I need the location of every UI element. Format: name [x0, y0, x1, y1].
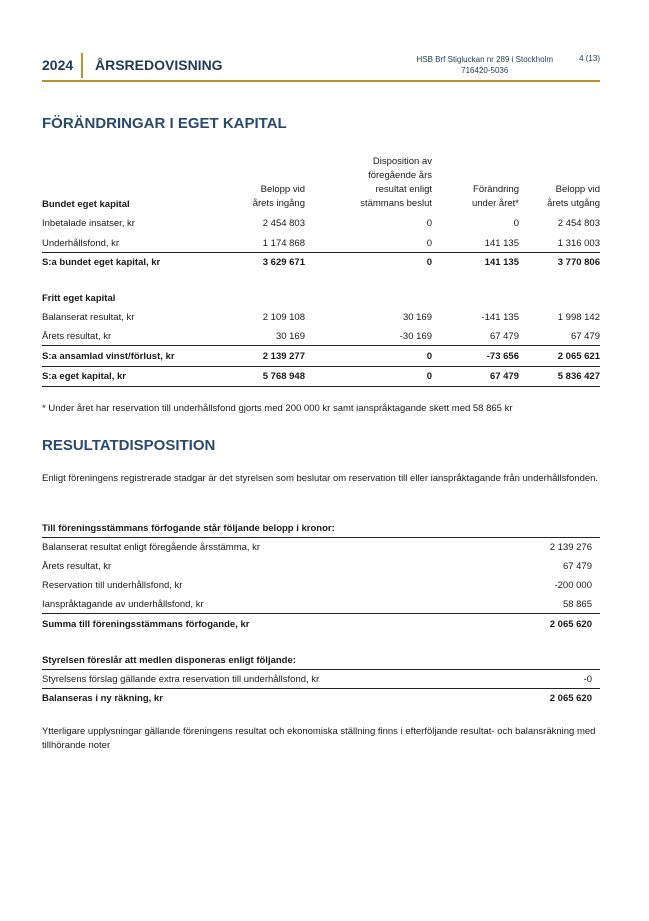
row-value: -200 000 [554, 580, 592, 591]
cell-opening: 2 454 803 [262, 218, 305, 229]
row-label: Summa till föreningsstämmans förfogande, kr [42, 619, 250, 630]
organization-info [416, 54, 553, 76]
divider [42, 345, 600, 346]
col-header-disposition-line: resultat enligt [375, 184, 432, 195]
cell-disposition: 0 [426, 238, 432, 249]
col-header-opening-line: årets ingång [252, 198, 305, 209]
cell-change: -141 135 [481, 312, 519, 323]
row-label: Styrelsens förslag gällande extra reservation till underhållsfond, kr [42, 674, 320, 685]
row-label: S:a bundet eget kapital, kr [42, 257, 161, 268]
col-header-opening [253, 183, 305, 211]
divider [42, 252, 600, 253]
divider [42, 613, 600, 614]
row-value: -0 [583, 674, 592, 685]
cell-disposition: 30 169 [402, 312, 432, 323]
organization-number: 716420-5036 [461, 66, 509, 75]
cell-closing: 67 479 [570, 331, 600, 342]
disposition-intro: Enligt föreningens registrerade stadgar är det styrelsen som beslutar om reservation till eller ianspråktagande från underhållsfonden. [42, 473, 599, 484]
divider [42, 537, 600, 538]
organization-name: HSB Brf Stigluckan nr 289 i Stockholm [416, 55, 553, 64]
document-title: ÅRSREDOVISNING [95, 57, 223, 73]
row-label: Årets resultat, kr [42, 331, 112, 342]
row-value: 2 139 276 [549, 542, 592, 553]
cell-closing: 1 316 003 [557, 238, 600, 249]
cell-change: 0 [513, 218, 519, 229]
cell-opening: 1 174 868 [262, 238, 305, 249]
page-header [42, 50, 600, 82]
cell-change: 141 135 [484, 257, 519, 268]
row-value: 67 479 [562, 561, 592, 572]
col-header-disposition-line: stämmans beslut [360, 198, 432, 209]
col-header-opening-line: Belopp vid [260, 184, 305, 195]
available-label: Till föreningsstämmans förfogande står följande belopp i kronor: [42, 523, 335, 534]
cell-disposition: 0 [426, 218, 432, 229]
cell-opening: 5 768 948 [262, 371, 305, 382]
col-header-change [472, 183, 519, 211]
col-header-change-line: under året* [471, 198, 519, 209]
closing-note: Ytterligare upplysningar gällande föreningens resultat och ekonomiska ställning finns i efterföljande resultat- och balansräkning med tillhörande noter [42, 726, 596, 751]
proposal-label: Styrelsen föreslår att medlen disponeras enligt följande: [42, 655, 296, 666]
cell-opening: 30 169 [275, 331, 305, 342]
restricted-equity-label: Bundet eget kapital [42, 199, 130, 210]
row-label: Ianspråktagande av underhållsfond, kr [42, 599, 204, 610]
col-header-closing-line: årets utgång [547, 198, 600, 209]
disposition-heading: RESULTATDISPOSITION [42, 437, 216, 454]
cell-change: 141 135 [484, 238, 519, 249]
equity-footnote: * Under året har reservation till underhållsfond gjorts med 200 000 kr samt ianspråktagande skett med 58 865 kr [42, 403, 513, 414]
row-label: Reservation till underhållsfond, kr [42, 580, 183, 591]
cell-closing: 2 065 621 [557, 351, 600, 362]
equity-heading: FÖRÄNDRINGAR I EGET KAPITAL [42, 115, 287, 132]
col-header-disposition-line: Disposition av [372, 156, 432, 167]
cell-opening: 2 109 108 [262, 312, 305, 323]
col-header-closing-line: Belopp vid [555, 184, 600, 195]
cell-closing: 1 998 142 [557, 312, 600, 323]
divider [42, 669, 600, 670]
row-label: Balanserat resultat, kr [42, 312, 135, 323]
row-label: Årets resultat, kr [42, 561, 112, 572]
row-label: Underhållsfond, kr [42, 238, 120, 249]
cell-opening: 3 629 671 [262, 257, 305, 268]
col-header-closing [547, 183, 600, 211]
row-label: Inbetalade insatser, kr [42, 218, 135, 229]
free-equity-label: Fritt eget kapital [42, 293, 116, 304]
cell-disposition: 0 [426, 257, 432, 268]
cell-opening: 2 139 277 [262, 351, 305, 362]
row-value: 2 065 620 [549, 619, 592, 630]
col-header-disposition-line: föregående års [368, 170, 432, 181]
row-label: Balanseras i ny räkning, kr [42, 693, 163, 704]
cell-closing: 3 770 806 [557, 257, 600, 268]
cell-disposition: 0 [426, 371, 432, 382]
cell-disposition: -30 169 [399, 331, 432, 342]
cell-change: -73 656 [486, 351, 519, 362]
cell-change: 67 479 [489, 371, 519, 382]
divider [42, 386, 600, 387]
cell-closing: 5 836 427 [557, 371, 600, 382]
cell-closing: 2 454 803 [557, 218, 600, 229]
report-year: 2024 [42, 57, 74, 73]
col-header-disposition [360, 155, 432, 211]
cell-disposition: 0 [426, 351, 432, 362]
row-value: 58 865 [562, 599, 592, 610]
page-number: 4 (13) [579, 54, 600, 63]
row-value: 2 065 620 [549, 693, 592, 704]
divider [42, 688, 600, 689]
col-header-change-line: Förändring [473, 184, 519, 195]
row-label: S:a ansamlad vinst/förlust, kr [42, 351, 175, 362]
row-label: Balanserat resultat enligt föregående årsstämma, kr [42, 542, 261, 553]
row-label: S:a eget kapital, kr [42, 371, 126, 382]
header-divider [81, 53, 83, 78]
cell-change: 67 479 [489, 331, 519, 342]
divider [42, 366, 600, 367]
